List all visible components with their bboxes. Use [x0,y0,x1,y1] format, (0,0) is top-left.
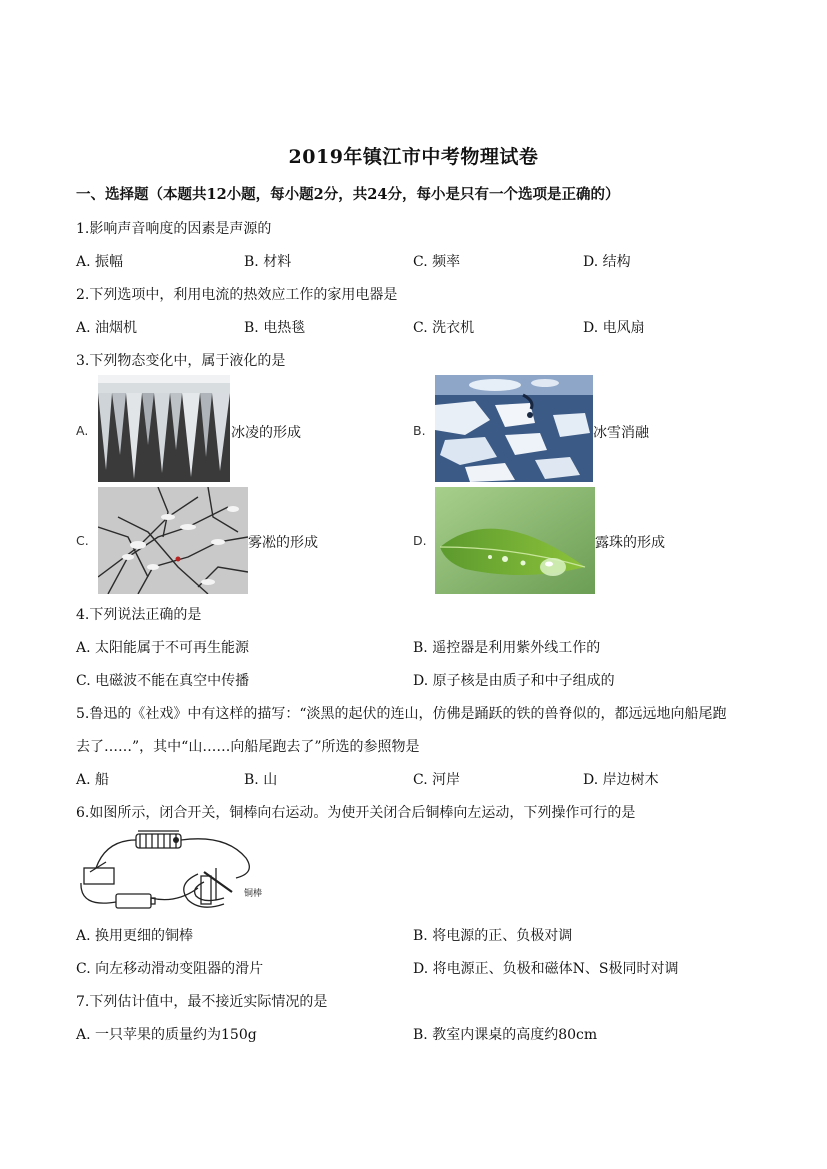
question-5-stem-line-2: 去了……”，其中“山……向船尾跑去了”所选的参照物是 [76,739,420,755]
question-2-option-c: C. 洗衣机 [413,320,475,336]
question-3-label-a: A. [76,423,89,438]
question-2-option-a: A. 油烟机 [76,320,138,336]
question-5-option-c: C. 河岸 [413,772,461,788]
icicles-photo [98,375,230,482]
question-4-option-d: D. 原子核是由质子和中子组成的 [413,673,615,689]
question-3-stem: 3.下列物态变化中，属于液化的是 [76,353,286,369]
dewdrop-leaf-photo [435,487,595,594]
question-1-stem: 1.影响声音响度的因素是声源的 [76,221,272,237]
question-3-caption-b: 冰雪消融 [593,425,649,441]
page-title: 2019年镇江市中考物理试卷 [288,146,539,168]
question-5-option-a: A. 船 [76,772,110,788]
rime-photo [98,487,248,594]
melting-ice-photo [435,375,593,482]
question-1-option-b: B. 材料 [244,254,292,270]
question-6-option-b: B. 将电源的正、负极对调 [413,928,573,944]
circuit-diagram [76,828,276,916]
question-4-option-b: B. 遥控器是利用紫外线工作的 [413,640,601,656]
section-heading: 一、选择题（本题共12小题，每小题2分，共24分，每小是只有一个选项是正确的） [76,186,620,203]
question-2-stem: 2.下列选项中，利用电流的热效应工作的家用电器是 [76,287,398,303]
question-7-option-a: A. 一只苹果的质量约为150g [76,1027,257,1043]
question-4-option-c: C. 电磁波不能在真空中传播 [76,673,250,689]
question-6-option-d: D. 将电源正、负极和磁体N、S极同时对调 [413,961,679,977]
question-3-caption-d: 露珠的形成 [595,535,665,551]
question-5-option-d: D. 岸边树木 [583,772,659,788]
question-3-caption-c: 雾凇的形成 [248,535,318,551]
question-6-option-c: C. 向左移动滑动变阻器的滑片 [76,961,264,977]
question-1-option-d: D. 结构 [583,254,631,270]
question-2-option-b: B. 电热毯 [244,320,306,336]
question-7-stem: 7.下列估计值中，最不接近实际情况的是 [76,994,328,1010]
question-6-option-a: A. 换用更细的铜棒 [76,928,194,944]
question-4-option-a: A. 太阳能属于不可再生能源 [76,640,250,656]
question-3-label-d: D. [413,533,427,548]
question-5-stem-line-1: 5.鲁迅的《社戏》中有这样的描写：“淡黑的起伏的连山，仿佛是踊跃的铁的兽脊似的，都远远地向船尾跑 [76,706,727,722]
question-4-stem: 4.下列说法正确的是 [76,607,202,623]
question-1-option-a: A. 振幅 [76,254,124,270]
question-3-caption-a: 冰凌的形成 [231,425,301,441]
question-3-label-b: B. [413,423,426,438]
question-5-option-b: B. 山 [244,772,278,788]
question-1-option-c: C. 频率 [413,254,461,270]
question-6-stem: 6.如图所示，闭合开关，铜棒向右运动。为使开关闭合后铜棒向左运动，下列操作可行的是 [76,805,636,821]
question-3-label-c: C. [76,533,89,548]
question-2-option-d: D. 电风扇 [583,320,645,336]
copper-rod-label: 铜棒 [244,889,263,899]
question-7-option-b: B. 教室内课桌的高度约80cm [413,1027,598,1043]
